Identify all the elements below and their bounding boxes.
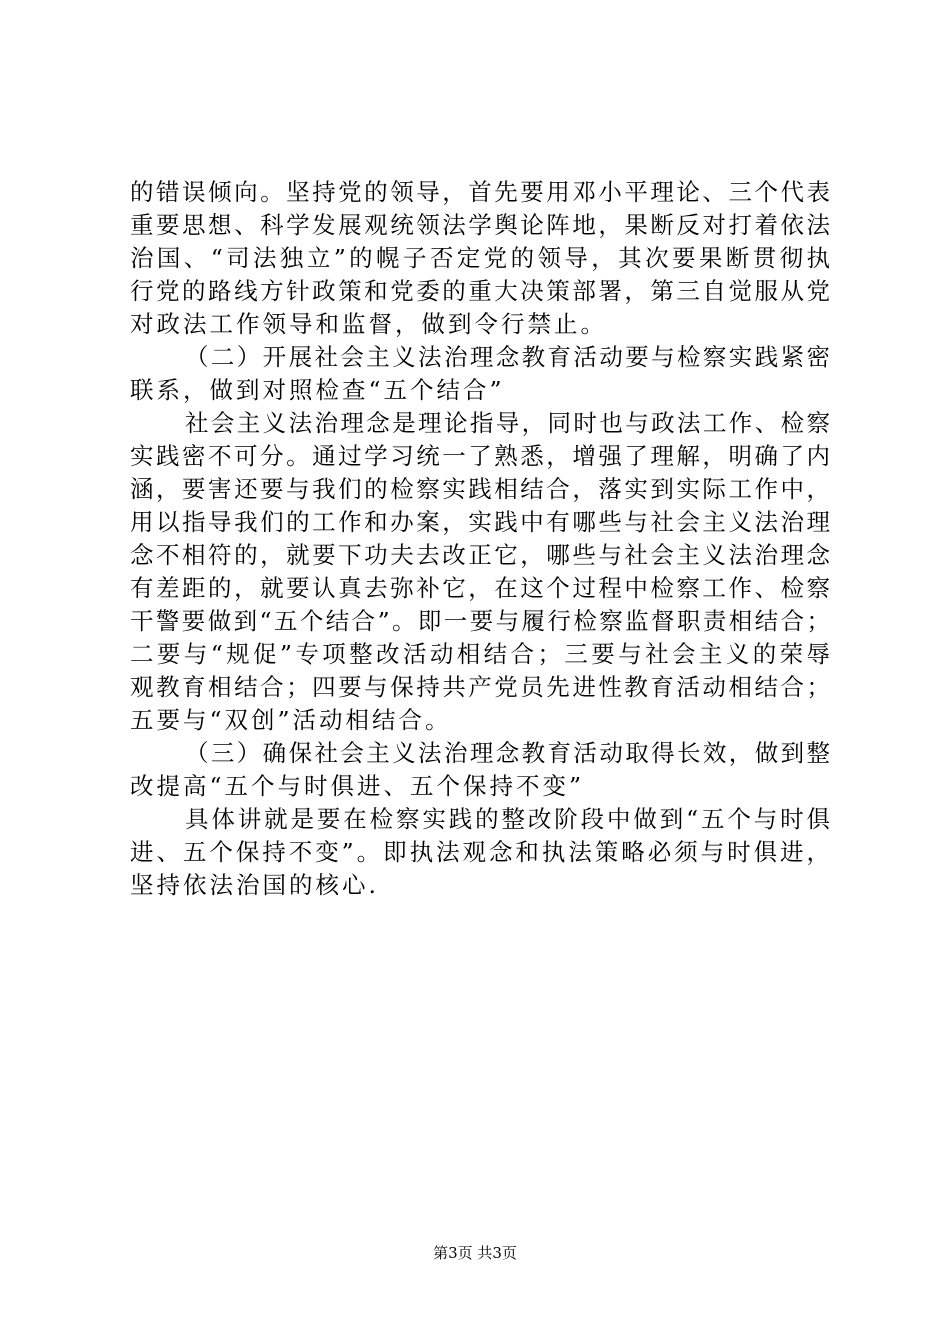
text-line: 观教育相结合；四要与保持共产党员先进性教育活动相结合； <box>130 673 830 701</box>
text-line: 重要思想、科学发展观统领法学舆论阵地，果断反对打着依法 <box>130 211 830 239</box>
text-line: 的错误倾向。坚持党的领导，首先要用邓小平理论、三个代表 <box>130 178 830 206</box>
text-line: 进、五个保持不变”。即执法观念和执法策略必须与时俱进， <box>130 838 830 866</box>
section-heading-line: 改提高“五个与时俱进、五个保持不变” <box>130 772 585 800</box>
section-heading-line: 联系，做到对照检查“五个结合” <box>130 376 505 404</box>
text-line: 行党的路线方针政策和党委的重大决策部署，第三自觉服从党 <box>130 277 830 305</box>
text-line: 具体讲就是要在检察实践的整改阶段中做到“五个与时俱 <box>185 805 830 833</box>
body-text <box>130 176 830 902</box>
text-line: 社会主义法治理念是理论指导，同时也与政法工作、检察 <box>185 409 830 437</box>
text-line: 用以指导我们的工作和办案，实践中有哪些与社会主义法治理 <box>130 508 830 536</box>
text-line: 实践密不可分。通过学习统一了熟悉，增强了理解，明确了内 <box>130 442 830 470</box>
text-line: 涵，要害还要与我们的检察实践相结合，落实到实际工作中， <box>130 475 830 503</box>
text-line: 干警要做到“五个结合”。即一要与履行检察监督职责相结合； <box>130 607 830 635</box>
section-heading-line: （三）确保社会主义法治理念教育活动取得长效，做到整 <box>185 739 830 767</box>
text-line: 二要与“规促”专项整改活动相结合；三要与社会主义的荣辱 <box>130 640 830 668</box>
text-line: 有差距的，就要认真去弥补它，在这个过程中检察工作、检察 <box>130 574 830 602</box>
text-line: 坚持依法治国的核心. <box>130 871 379 899</box>
page-footer <box>0 1243 950 1263</box>
text-line: 五要与“双创”活动相结合。 <box>130 706 452 734</box>
page-number: 第3页 共3页 <box>433 1244 517 1262</box>
section-heading-line: （二）开展社会主义法治理念教育活动要与检察实践紧密 <box>185 343 830 371</box>
text-line: 念不相符的，就要下功夫去改正它，哪些与社会主义法治理念 <box>130 541 830 569</box>
text-line: 对政法工作领导和监督，做到令行禁止。 <box>130 310 607 338</box>
text-line: 治国、“司法独立”的幌子否定党的领导，其次要果断贯彻执 <box>130 244 830 272</box>
